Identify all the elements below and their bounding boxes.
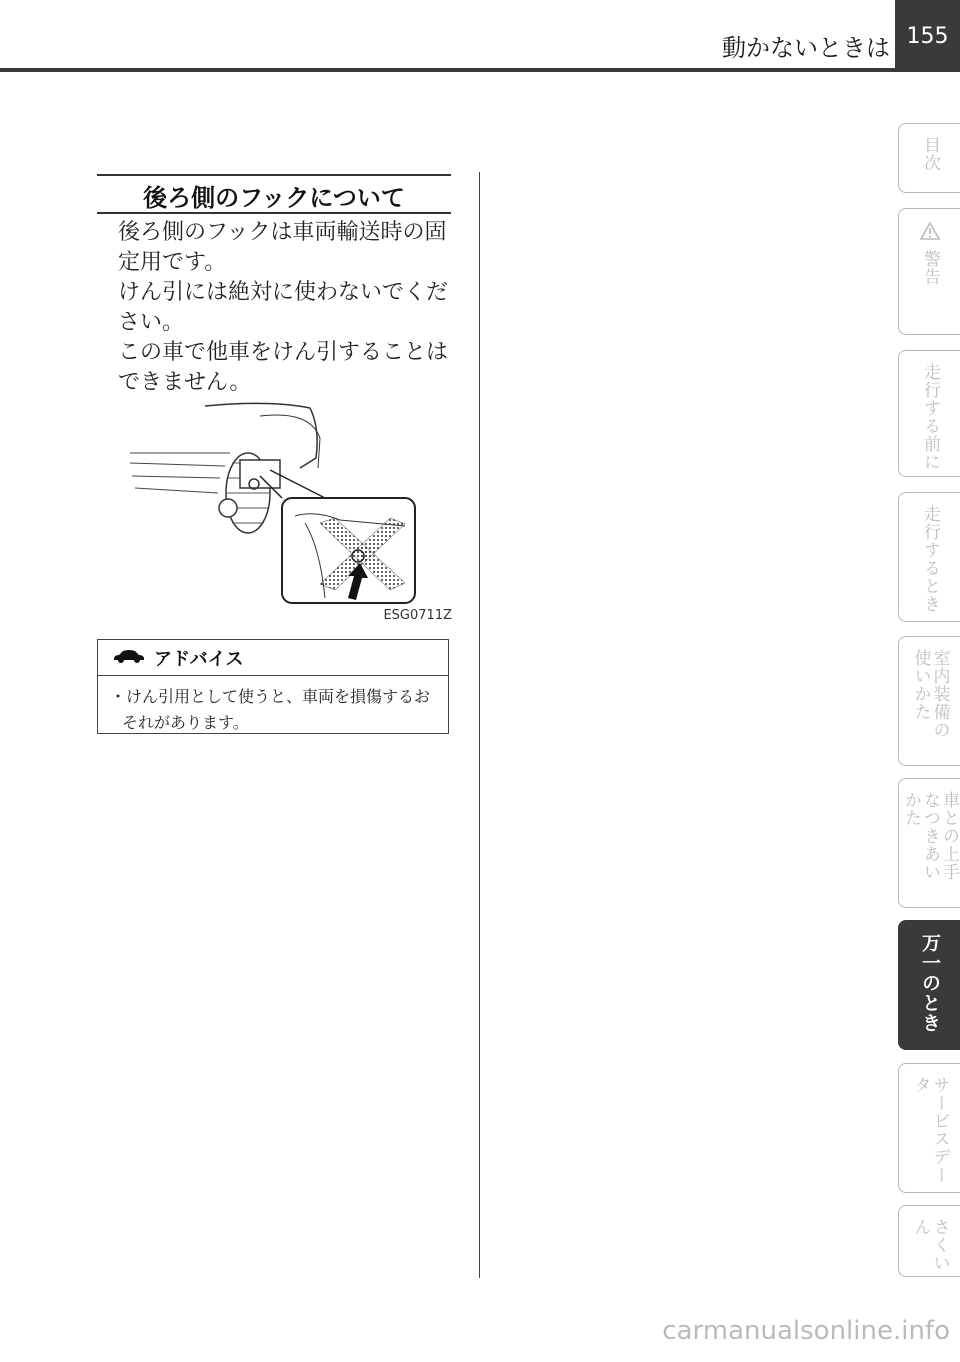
side-tab-interior-equipment[interactable] (898, 636, 960, 766)
side-tab-label: 走行する前に (920, 363, 940, 471)
header-rule (0, 68, 895, 72)
watermark: carmanualsonline.info (662, 1316, 950, 1346)
side-tab-label: 警告 (920, 250, 940, 286)
side-tab-label: 車との上手なつきあいかた (901, 791, 959, 881)
side-tab-index[interactable] (898, 1205, 960, 1277)
side-tab-car-care[interactable] (898, 778, 960, 908)
warning-triangle-icon (919, 221, 941, 246)
side-tab-label: さくいん (910, 1218, 950, 1272)
side-tab-label: 目次 (920, 136, 940, 172)
side-tab-while-driving[interactable] (898, 492, 960, 622)
section-rule-bottom (97, 212, 451, 214)
side-tab-before-driving[interactable] (898, 350, 960, 477)
rear-hook-illustration (120, 398, 450, 608)
body-paragraph-1: 後ろ側のフックは車両輸送時の固定用です。 (118, 220, 447, 275)
side-tab-label: 万一のとき (919, 933, 941, 1033)
column-divider (479, 172, 480, 1278)
illustration-drawing (120, 398, 450, 608)
side-tab-label: 走行するとき (920, 505, 940, 613)
side-tab-service-data[interactable] (898, 1063, 960, 1193)
advice-box (97, 639, 449, 734)
side-tab-label: サービスデータ (910, 1076, 950, 1184)
advice-title: アドバイス (154, 648, 244, 670)
side-tab-label: 室内装備の使いかた (910, 649, 950, 739)
advice-text: ・けん引用として使うと、車両を損傷するおそれがあります。 (110, 687, 431, 732)
page-number: 155 (895, 0, 960, 72)
figure-code: ESG0711Z (383, 608, 452, 623)
running-head: 動かないときは (722, 34, 890, 62)
section-rule-top (97, 174, 451, 176)
side-tab-emergency[interactable] (898, 920, 960, 1050)
body-paragraph-3: この車で他車をけん引することはできません。 (118, 340, 449, 395)
side-tab-warning[interactable] (898, 208, 960, 335)
body-paragraph-2: けん引には絶対に使わないでください。 (118, 280, 449, 335)
car-icon (112, 648, 146, 668)
side-tab-contents[interactable] (898, 123, 960, 193)
advice-header (98, 640, 448, 676)
section-title: 後ろ側のフックについて (143, 184, 405, 212)
